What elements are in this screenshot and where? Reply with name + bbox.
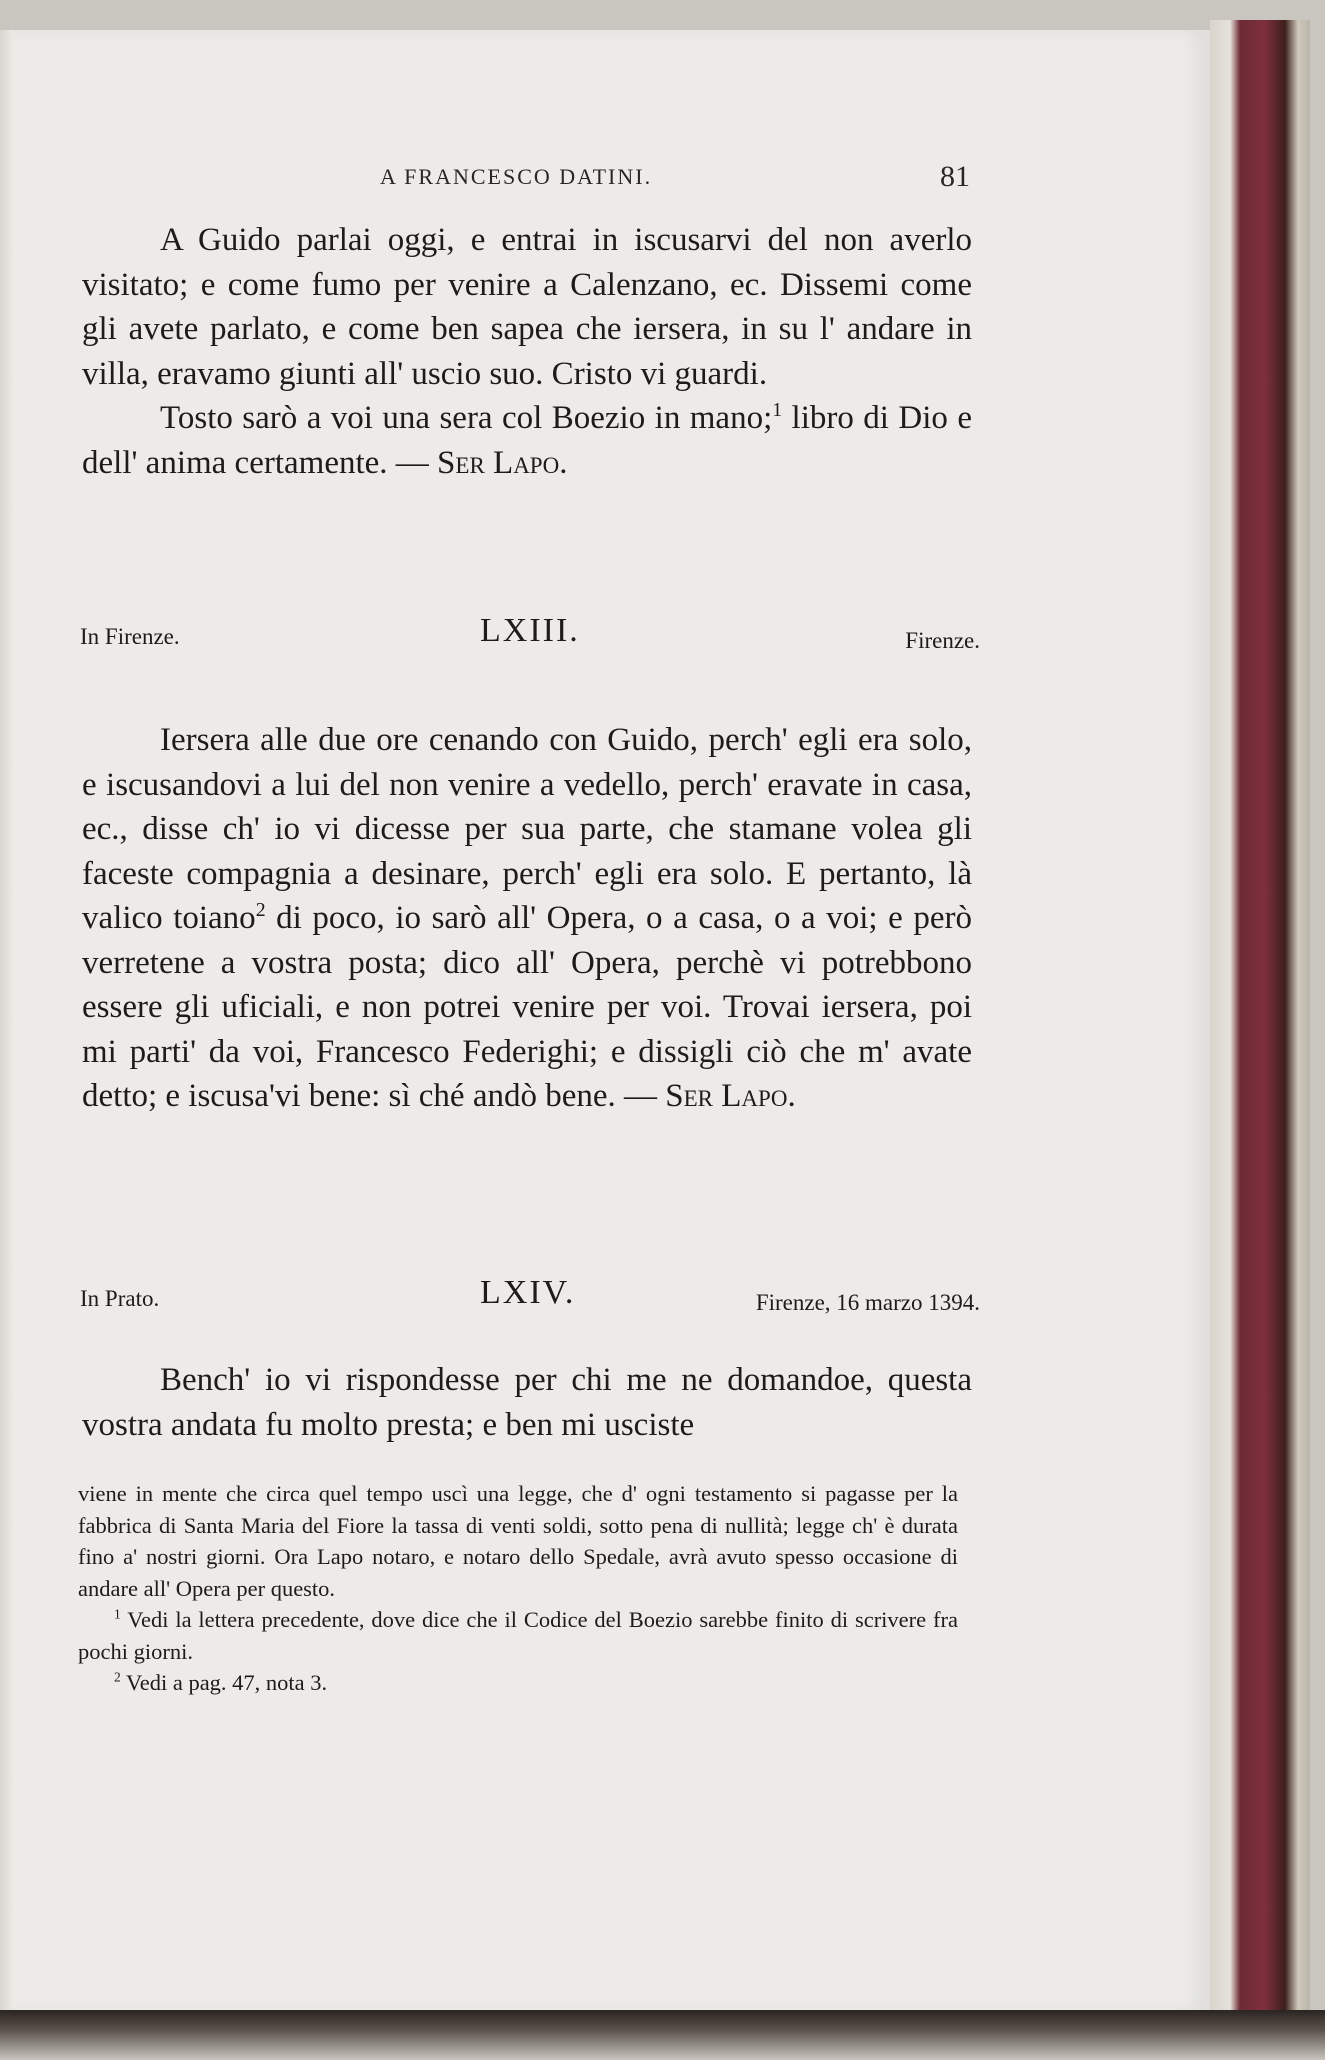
paragraph <box>82 396 972 485</box>
paragraph-text: Tosto sarò a voi una sera col Boezio in mano; <box>160 400 773 436</box>
letter-number: LXIV. <box>480 1274 576 1311</box>
letter-recipient-place: In Firenze. <box>80 624 180 649</box>
book-bottom-edge <box>0 2010 1325 2060</box>
book-spine <box>1210 20 1310 2040</box>
paragraph <box>82 718 972 1119</box>
letter-62-ending <box>82 218 972 485</box>
paragraph-text: di poco, io sarò all' Opera, o a casa, o a voi; e però verretene a vostra posta; dico all' Opera, perchè vi potrebbono essere gli uficiali, e non potrei venire per voi. Trovai iersera, poi mi parti' da voi, Francesco Federighi; e dissigli ciò che m' avate detto; e iscusa'vi bene: sì ché andò bene. — <box>82 900 972 1114</box>
letter-origin: Firenze, 16 marzo 1394. <box>755 1290 980 1315</box>
letter-heading <box>80 606 980 656</box>
footnote-mark: 1 <box>114 1606 121 1622</box>
page-gutter <box>0 30 14 2015</box>
page-number: 81 <box>940 160 970 193</box>
note-ref: 2 <box>255 899 266 921</box>
paragraph-text: libro di Dio e dell' anima certamente. — <box>82 400 972 481</box>
running-head <box>80 160 970 200</box>
signature: Ser Lapo. <box>665 1078 796 1114</box>
footnotes <box>78 1478 958 1699</box>
signature: Ser Lapo. <box>437 444 568 481</box>
running-head-title: A FRANCESCO DATINI. <box>380 164 653 189</box>
paragraph: A Guido parlai oggi, e entrai in iscusarvi del non averlo visitato; e come fumo per venire a Calenzano, ec. Dissemi come gli avete parlato, e come ben sapea che iersera, in su l' andare in villa, eravamo giunti all' uscio suo. Cristo vi guardi. <box>82 222 972 392</box>
letter-64-body <box>82 1358 972 1447</box>
footnote-text: Vedi a pag. 47, nota 3. <box>120 1670 328 1695</box>
letter-heading <box>80 1268 980 1318</box>
footnote-text: Vedi la lettera precedente, dove dice che il Codice del Boezio sarebbe finito di scrivere fra pochi giorni. <box>78 1607 958 1664</box>
footnote <box>78 1667 958 1699</box>
footnote <box>78 1604 958 1667</box>
paragraph-text: Iersera alle due ore cenando con Guido, perch' egli era solo, e iscusandovi a lui del non venire a vedello, perch' eravate in casa, ec., disse ch' io vi dicesse per sua parte, che stamane volea gli faceste compagnia a desinare, perch' egli era solo. E pertanto, là valico toiano <box>82 722 972 936</box>
footnote-mark: 2 <box>114 1669 121 1685</box>
letter-number: LXIII. <box>480 612 580 649</box>
paragraph: Bench' io vi rispondesse per chi me ne domandoe, questa vostra andata fu molto presta; e ben mi usciste <box>82 1362 972 1443</box>
letter-63-body <box>82 718 972 1119</box>
footnote-continued: viene in mente che circa quel tempo uscì una legge, che d' ogni testamento si pagasse per la fabbrica di Santa Maria del Fiore la tassa di venti soldi, sotto pena di nullità; legge ch' è durata fino a' nostri giorni. Ora Lapo notaro, e notaro dello Spedale, avrà avuto spesso occasione di andare all' Opera per questo. <box>78 1481 958 1601</box>
letter-recipient-place: In Prato. <box>80 1286 160 1311</box>
letter-origin: Firenze. <box>905 628 980 653</box>
note-ref: 1 <box>772 399 783 421</box>
